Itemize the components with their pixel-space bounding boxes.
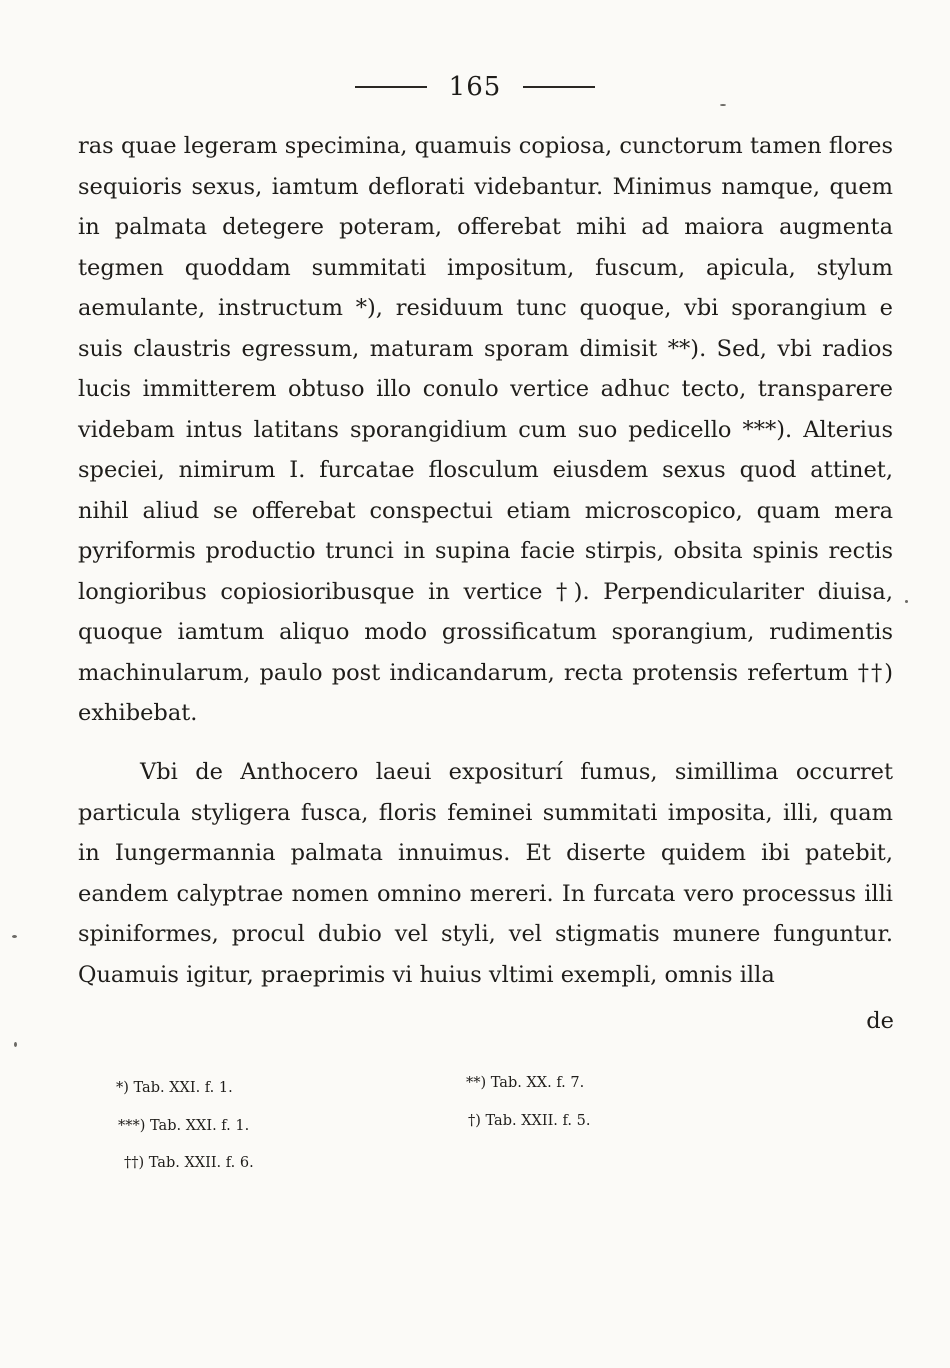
footnote-3: ***) Tab. XXI. f. 1. (118, 1118, 250, 1134)
paper-speck (905, 600, 908, 603)
paragraph-2: Vbi de Anthocero laeui expositurí fumus, simillima occurret particula styligera fusca, floris feminei summitati imposita, illi, quam in Iungermannia palmata innuimus. Et diserte quidem ibi patebit, eandem calyptrae nomen omnino mereri. In furcata vero processus illi spiniformes, procul dubio vel styli, vel stigmatis munere funguntur. Quamuis igitur, praeprimis vi huius vltimi exempli, omnis illa (78, 759, 893, 988)
paper-speck (12, 935, 17, 938)
header-rule-right (523, 86, 595, 88)
footnote-1: *) Tab. XXI. f. 1. (116, 1080, 233, 1096)
page-number: 165 (448, 72, 502, 102)
page-header (0, 72, 950, 102)
paper-speck (720, 104, 726, 106)
footnote-5: ††) Tab. XXII. f. 6. (124, 1155, 254, 1171)
catchword: de (866, 1008, 894, 1034)
footnote-4: †) Tab. XXII. f. 5. (468, 1113, 591, 1129)
footnote-2: **) Tab. XX. f. 7. (466, 1075, 585, 1091)
paragraph-1: ras quae legeram specimina, quamuis copiosa, cunctorum tamen flores sequioris sexus, iamtum deflorati videbantur. Minimus namque, quem in palmata detegere poteram, offerebat mihi ad maiora augmenta tegmen quoddam summitati impositum, fuscum, apicula, stylum aemulante, instructum *), residuum tunc quoque, vbi sporangium e suis claustris egressum, maturam sporam dimisit **). Sed, vbi radios lucis immitterem obtuso illo conulo vertice adhuc tecto, transparere videbam intus latitans sporangidium cum suo pedicello ***). Alterius speciei, nimirum I. furcatae flosculum eiusdem sexus quod attinet, nihil aliud se offerebat conspectui etiam microscopico, quam mera pyriformis productio trunci in supina facie stirpis, obsita spinis rectis longioribus copiosioribusque in vertice †). Perpendiculariter diuisa, quoque iamtum aliquo modo grossificatum sporangium, rudimentis machinularum, paulo post indicandarum, recta protensis refertum ††) exhibebat. (78, 133, 893, 726)
paper-speck (14, 1042, 17, 1047)
header-rule-left (355, 86, 427, 88)
